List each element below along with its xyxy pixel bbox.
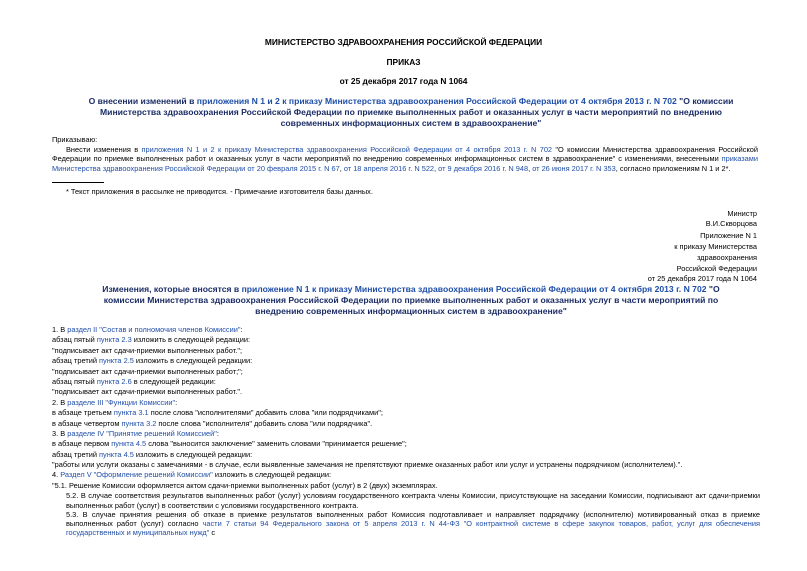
list-item: "подписывает акт сдачи-приемки выполненных работ;"; xyxy=(52,366,243,376)
list-item: 3. В разделе IV "Принятие решений Комиссией": xyxy=(52,428,219,438)
list-item: абзац третий пункта 4.5 изложить в следующей редакции: xyxy=(52,449,253,459)
list-item: в абзаце первом пункта 4.5 слова "выносится заключение" заменить словами "принимается решение"; xyxy=(52,439,407,449)
appendix-ref-2: к приказу Министерства xyxy=(674,242,757,251)
list-item: в абзаце четвертом пункта 3.2 после слова "исполнителя" добавить слова "или подрядчика". xyxy=(52,418,373,428)
list-item: 5.3. В случае принятия решения об отказе в приемке результатов выполненных работ Комиссия подготавливает и направляет подрядчику (исполнителю) мотивированный отказ в приемке выполненных работ (услуг) согласно части 7 статьи 94 Федерального закона от 5 апреля 2013 г. N 44-ФЗ "О контрактной системе в сфере закупок товаров, работ, услуг для обеспечения государственных и муниципальных нужд" с xyxy=(66,509,760,538)
link-point-3-1[interactable]: пункта 3.1 xyxy=(113,408,149,418)
link-section-3[interactable]: разделе III "Функции Комиссии" xyxy=(67,397,176,407)
order-date: от 25 декабря 2017 года N 1064 xyxy=(339,76,468,86)
appendix-ref-4: Российской Федерации xyxy=(676,264,757,273)
title-link[interactable]: приложения N 1 и 2 к приказу Министерства здравоохранения Российской Федерации от 4 октября 2013 г. N 702 xyxy=(196,96,677,106)
list-item: "работы или услуги оказаны с замечаниями - в случае, если выявленные замечания не препятствуют приемке оказанных работ или услуг и устранены подрядчиком (исполнителем).". xyxy=(52,460,683,470)
link-point-2-5[interactable]: пункта 2.5 xyxy=(99,356,134,366)
order-label: Приказываю: xyxy=(52,135,98,144)
appendix-ref-5: от 25 декабря 2017 года N 1064 xyxy=(647,274,757,283)
appendix-title: Изменения, которые вносятся в приложение N 1 к приказу Министерства здравоохранения Российской Федерации от 4 октября 2013 г. N 702 "О комиссии Министерства здравоохранения Российской Федерации по приемке выполненных работ и оказанных услуг в части мероприятий по внедрению современных информационных систем в здравоохранение" xyxy=(102,284,720,316)
list-item: 5.2. В случае соответствия результатов выполненных работ (услуг) условиям государственного контракта члены Комиссии, присутствующие на заседании Комиссии, подписывают акт сдачи-приемки выполненных работ (услуг) в соответствии с условиями государственного контракта. xyxy=(66,491,760,510)
list-item: 4. Раздел V "Оформление решений Комиссии" изложить в следующей редакции: xyxy=(52,470,332,480)
link-order-948[interactable]: от 9 декабря 2016 г. N 948 xyxy=(438,163,529,173)
appendix-ref-3: здравоохранения xyxy=(696,253,757,262)
list-item: "подписывает акт сдачи-приемки выполненных работ.". xyxy=(52,387,242,397)
list-item: 1. В раздел II "Состав и полномочия членов Комиссии": xyxy=(52,325,243,334)
link-point-4-5[interactable]: пункта 4.5 xyxy=(111,439,147,449)
changes-list xyxy=(52,325,760,538)
signature-name: В.И.Скворцова xyxy=(705,219,757,228)
title-prefix: О внесении изменений в xyxy=(88,96,197,106)
link-point-2-6[interactable]: пункта 2.6 xyxy=(96,376,132,386)
footnote-divider xyxy=(52,182,104,183)
appendix-ref-1: Приложение N 1 xyxy=(700,231,757,240)
link-appendices-702[interactable]: приложения N 1 и 2 к приказу Министерства здравоохранения Российской Федерации от 4 октября 2013 г. N 702 xyxy=(141,145,553,154)
footnote: * Текст приложения в рассылке не приводится. - Примечание изготовителя базы данных. xyxy=(66,187,373,196)
ministry-heading: МИНИСТЕРСТВО ЗДРАВООХРАНЕНИЯ РОССИЙСКОЙ ФЕДЕРАЦИИ xyxy=(264,37,543,47)
appendix-title-link[interactable]: приложение N 1 к приказу Министерства здравоохранения Российской Федерации от 4 октября 2013 г. N 702 xyxy=(241,284,707,294)
link-section-2[interactable]: раздел II "Состав и полномочия членов Комиссии" xyxy=(67,325,241,334)
list-item: "5.1. Решение Комиссии оформляется актом сдачи-приемки выполненных работ (услуг) в 2 (двух) экземплярах. xyxy=(52,480,438,490)
list-item: абзац третий пункта 2.5 изложить в следующей редакции: xyxy=(52,356,253,366)
link-law-44fz[interactable]: части 7 статьи 94 Федерального закона от 5 апреля 2013 г. N 44-ФЗ "О контрактной системе в сфере закупок товаров, работ, услуг для обеспечения государственных и муниципальных нужд" xyxy=(66,519,760,538)
order-paragraph: Внести изменения в приложения N 1 и 2 к приказу Министерства здравоохранения Российской Федерации от 4 октября 2013 г. N 702 "О комиссии Министерства здравоохранения Российской Федерации по приемке выполненных работ и оказанных услуг в части мероприятий по внедрению современных информационных систем в здравоохранение" с изменениями, внесенными приказами Министерства здравоохранения Российской Федерации от 20 февраля 2015 г. N 67, от 18 апреля 2016 г. N 522, от 9 декабря 2016 г. N 948, от 26 июня 2017 г. N 353, согласно приложениям N 1 и 2*. xyxy=(52,145,759,173)
order-heading: ПРИКАЗ xyxy=(386,57,421,67)
list-item: абзац пятый пункта 2.6 в следующей редакции: xyxy=(52,376,216,386)
link-order-67[interactable]: приказами Министерства здравоохранения Российской Федерации от 20 февраля 2015 г. N 67 xyxy=(52,154,758,173)
list-item: абзац пятый пункта 2.3 изложить в следующей редакции: xyxy=(52,335,251,345)
link-point-2-3[interactable]: пункта 2.3 xyxy=(96,335,132,345)
link-point-3-2[interactable]: пункта 3.2 xyxy=(121,418,157,428)
list-item: 2. В разделе III "Функции Комиссии": xyxy=(52,397,178,407)
signature-role: Министр xyxy=(727,209,757,218)
document-title xyxy=(86,96,736,128)
link-section-5[interactable]: Раздел V "Оформление решений Комиссии" xyxy=(60,470,213,480)
link-order-353[interactable]: от 26 июня 2017 г. N 353 xyxy=(532,163,616,173)
link-section-4[interactable]: разделе IV "Принятие решений Комиссией" xyxy=(67,428,217,438)
title-suffix: "О комиссии Министерства здравоохранения Российской Федерации по приемке выполненных работ и оказанных услуг в части мероприятий по внедрению современных информационных систем в здравоохранение" xyxy=(100,96,734,128)
link-point-4-5-b[interactable]: пункта 4.5 xyxy=(99,449,134,459)
list-item: в абзаце третьем пункта 3.1 после слова "исполнителями" добавить слова "или подрядчиками"; xyxy=(52,408,383,418)
list-item: "подписывает акт сдачи-приемки выполненных работ."; xyxy=(52,345,242,355)
link-order-522[interactable]: от 18 апреля 2016 г. N 522 xyxy=(343,163,435,173)
